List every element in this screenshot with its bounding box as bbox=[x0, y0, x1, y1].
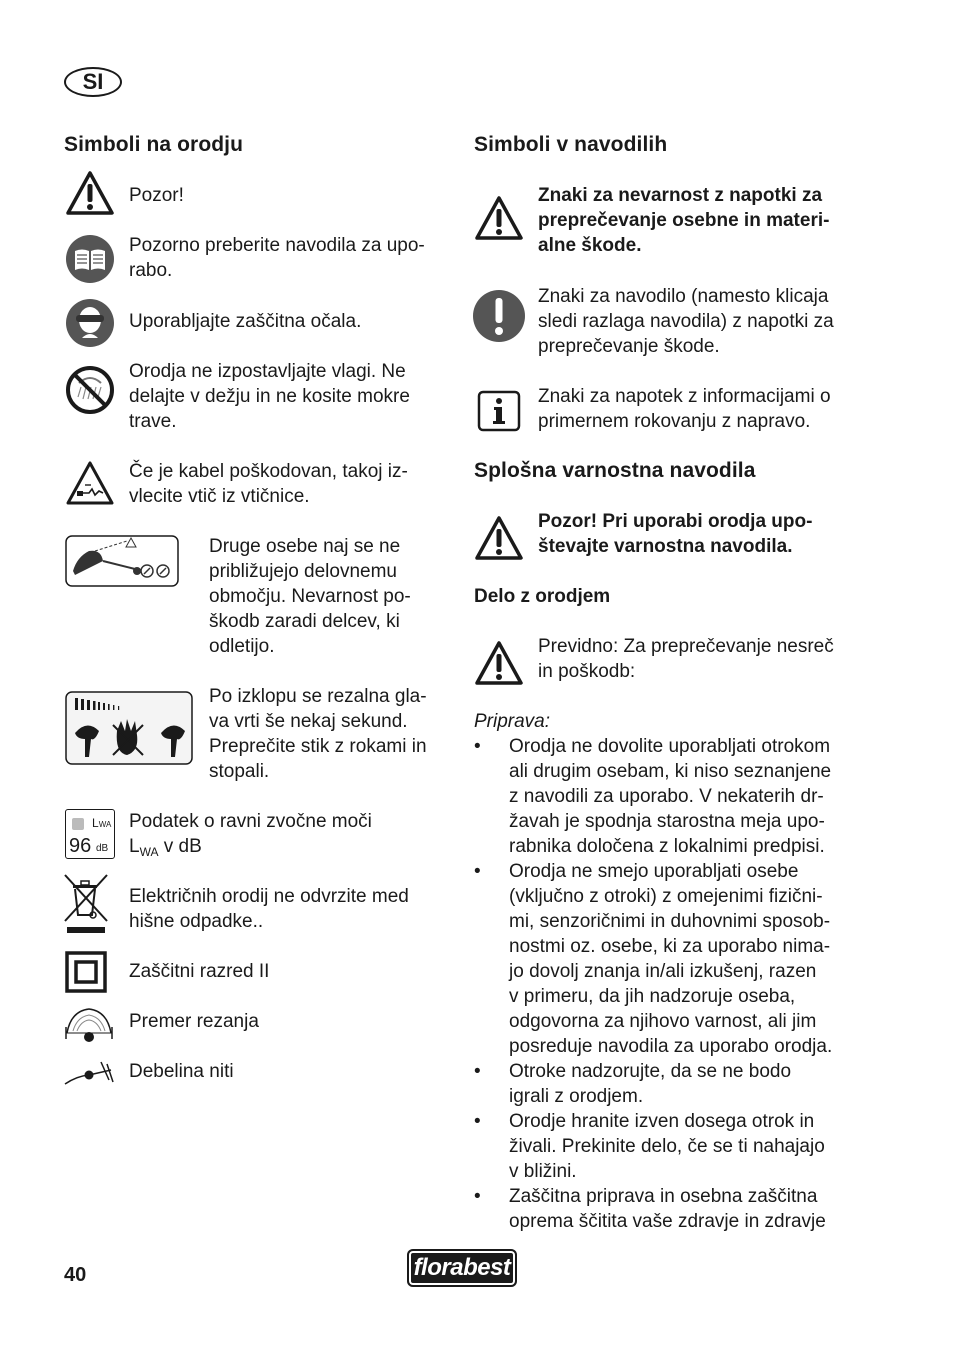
read-manual-icon bbox=[65, 234, 115, 284]
caution-text: Previdno: Za preprečevanje nesreč in poškodb: bbox=[538, 636, 834, 682]
preparation-label: Priprava: bbox=[474, 711, 551, 732]
keep-bystanders-away-icon bbox=[65, 535, 179, 587]
page-number: 40 bbox=[64, 1264, 87, 1286]
symbol-text-line-thickness: Debelina niti bbox=[129, 1061, 234, 1082]
right-section-title: Simboli v navodilih bbox=[474, 133, 668, 156]
cable-damage-warning-icon bbox=[65, 460, 115, 506]
protection-class-2-icon bbox=[65, 951, 107, 993]
symbol-text-no-moisture: Orodja ne izpostavljajte vlagi. Ne delajte v dežju in ne kosite mokre trave. bbox=[129, 361, 410, 432]
sound-icon-value: 96 bbox=[69, 835, 92, 857]
list-item: • Orodja ne dovolite uporabljati otrokom ali drugim osebam, ki niso seznanjene z navodili za uporabo. V nekaterih dr- žavah je spodnja starostna meja upo- rabnika določena z lokalnimi predpisi. bbox=[474, 736, 832, 857]
symbol-text-disposal: Električnih orodij ne odvrzite med hišne odpadke.. bbox=[129, 886, 409, 932]
cutting-diameter-icon bbox=[63, 1003, 115, 1045]
danger-triangle-icon bbox=[474, 195, 524, 241]
list-item: • Zaščitna priprava in osebna zaščitna oprema ščitita vaše zdravje in zdravje bbox=[474, 1186, 826, 1232]
no-rain-icon bbox=[65, 365, 115, 415]
warning-triangle-icon-2 bbox=[474, 515, 524, 561]
rotating-head-hands-feet-icon bbox=[65, 691, 193, 765]
crossed-bin-icon bbox=[63, 873, 111, 935]
symbol-text-info: Znaki za napotek z informacijami o primernem rokovanju z napravo. bbox=[538, 386, 831, 432]
symbol-text-cable: Če je kabel poškodovan, takoj iz- vlecite vtič iz vtičnice. bbox=[129, 461, 408, 507]
sound-power-level-icon bbox=[65, 809, 115, 859]
symbol-text-rotating-head: Po izklopu se rezalna gla- va vrti še nekaj sekund. Preprečite stik z rokami in stopali. bbox=[209, 686, 427, 782]
info-icon bbox=[477, 390, 521, 432]
caution-triangle-icon bbox=[474, 640, 524, 686]
symbol-text-caution: Pozor! bbox=[129, 185, 184, 206]
work-subtitle: Delo z orodjem bbox=[474, 586, 611, 607]
list-item: • Otroke nadzorujte, da se ne bodo igrali z orodjem. bbox=[474, 1061, 792, 1107]
language-badge: SI bbox=[64, 67, 122, 97]
symbol-text-read-manual: Pozorno preberite navodila za upo- rabo. bbox=[129, 235, 425, 281]
symbol-text-protection-class: Zaščitni razred II bbox=[129, 961, 270, 982]
symbol-text-danger: Znaki za nevarnost z napotki za preprečevanje osebne in materi- alne škode. bbox=[538, 185, 830, 256]
left-section-title: Simboli na orodju bbox=[64, 133, 244, 156]
symbol-text-goggles: Uporabljajte zaščitna očala. bbox=[129, 311, 362, 332]
brand-logo: florabest bbox=[407, 1249, 517, 1287]
line-thickness-icon bbox=[63, 1058, 115, 1090]
warning-triangle-icon bbox=[65, 170, 115, 216]
symbol-text-cutting-diameter: Premer rezanja bbox=[129, 1011, 259, 1032]
warning-text: Pozor! Pri uporabi orodja upo- števajte varnostna navodila. bbox=[538, 511, 813, 557]
sound-icon-l-label: LWA bbox=[92, 816, 112, 830]
instruction-circle-icon bbox=[472, 289, 526, 343]
symbol-text-instruction: Znaki za navodilo (namesto klicaja sledi razlaga navodila) z napotki za preprečevanje škode. bbox=[538, 286, 834, 357]
symbol-text-bystanders: Druge osebe naj se ne približujejo delovnemu območju. Nevarnost po- škodb zaradi delcev, ki odletijo. bbox=[209, 536, 411, 657]
safety-goggles-icon bbox=[65, 298, 115, 348]
general-safety-title: Splošna varnostna navodila bbox=[474, 459, 756, 482]
sound-icon-unit: dB bbox=[96, 843, 109, 854]
symbol-text-sound: Podatek o ravni zvočne moči $L_{WA}$ v dB bbox=[129, 811, 372, 859]
list-item: • Orodja ne smejo uporabljati osebe (vključno z otroki) z omejenimi fizični- mi, senzoričnimi in duhovnimi sposob- nostmi oz. osebe, ki za uporabo nima- jo dovolj znanja in/ali izkušenj, razen v primeru, da jih nadzoruje oseba, odgovorna za njihovo varnost, ali jim posreduje navodila za uporabo orodja. bbox=[474, 861, 833, 1057]
list-item: • Orodje hranite izven dosega otrok in živali. Prekinite delo, če se ti nahajajo v bližini. bbox=[474, 1111, 825, 1182]
